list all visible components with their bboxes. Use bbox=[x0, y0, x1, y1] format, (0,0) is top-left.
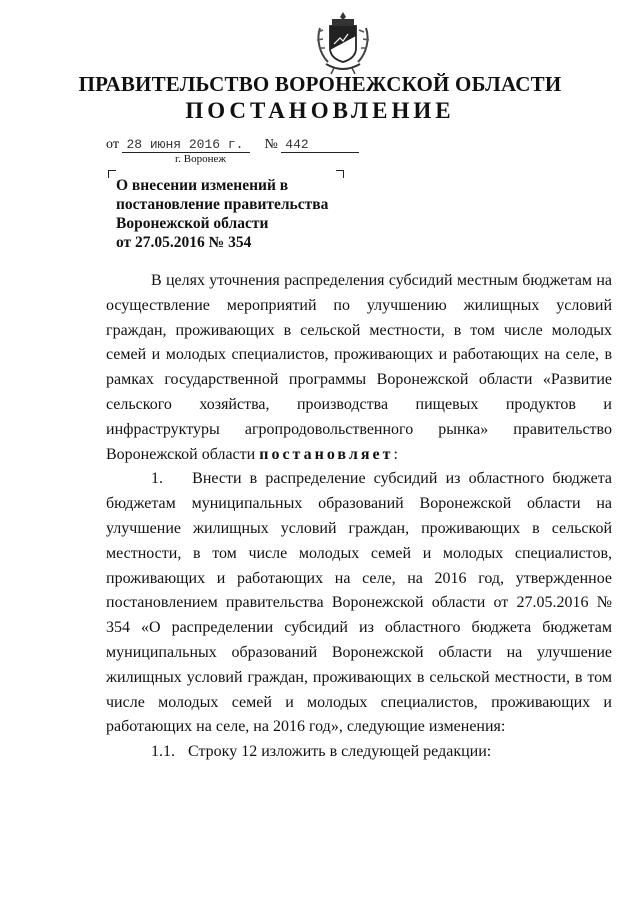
coat-of-arms-icon bbox=[314, 10, 372, 76]
resolves-word: постановляет bbox=[259, 445, 394, 463]
bracket-left-icon bbox=[108, 170, 116, 178]
item-1-number: 1. bbox=[151, 470, 163, 488]
date-prefix: от bbox=[106, 137, 119, 152]
document-type-title: ПОСТАНОВЛЕНИЕ bbox=[185, 98, 455, 123]
item-1-1-text: Строку 12 изложить в следующей редакции: bbox=[188, 743, 492, 761]
item-1-paragraph bbox=[106, 467, 612, 740]
city-label: г. Воронеж bbox=[175, 153, 226, 165]
document-subject bbox=[116, 176, 356, 252]
intro-paragraph bbox=[106, 269, 612, 467]
organization-title: ПРАВИТЕЛЬСТВО ВОРОНЕЖСКОЙ ОБЛАСТИ bbox=[78, 72, 562, 96]
intro-text: В целях уточнения распределения субсидий местным бюджетам на осуществление мероприятий по улучшению жилищных условий граждан, проживающих в сельской местности, в том числе молодых семей и молодых специалистов, проживающих и работающих на селе, в рамках государственной программы Воронежской области «Развитие сельского хозяйства, производства пищевых продуктов и инфраструктуры агропродовольственного рынка» правительство Воронежской области bbox=[106, 272, 612, 463]
item-1-text: Внести в распределение субсидий из областного бюджета бюджетам муниципальных образований Воронежской области на улучшение жилищных условий граждан, проживающих в сельской местности, в том числе молодых семей и молодых специалистов, проживающих и работающих на селе, на 2016 год, утвержденное постановлением правительства Воронежской области от 27.05.2016 № 354 «О распределении субсидий из областного бюджета бюджетам муниципальных образований Воронежской области на улучшение жилищных условий граждан, проживающих в сельской местности, в том числе молодых семей и молодых специалистов, проживающих и работающих на селе, на 2016 год», следующие изменения: bbox=[106, 470, 613, 736]
resolves-colon: : bbox=[393, 445, 398, 463]
document-date: 28 июня 2016 г. bbox=[122, 137, 250, 153]
item-1-1-paragraph bbox=[106, 740, 612, 765]
date-number-line bbox=[106, 137, 359, 153]
subject-line: О внесении изменений в bbox=[116, 177, 289, 194]
document-body bbox=[106, 269, 612, 765]
subject-line: от 27.05.2016 № 354 bbox=[116, 234, 252, 251]
item-1-1-number: 1.1. bbox=[151, 743, 175, 761]
subject-line: Воронежской области bbox=[116, 215, 269, 232]
document-number: 442 bbox=[281, 137, 359, 153]
subject-line: постановление правительства bbox=[116, 196, 329, 213]
number-prefix: № bbox=[264, 137, 278, 152]
